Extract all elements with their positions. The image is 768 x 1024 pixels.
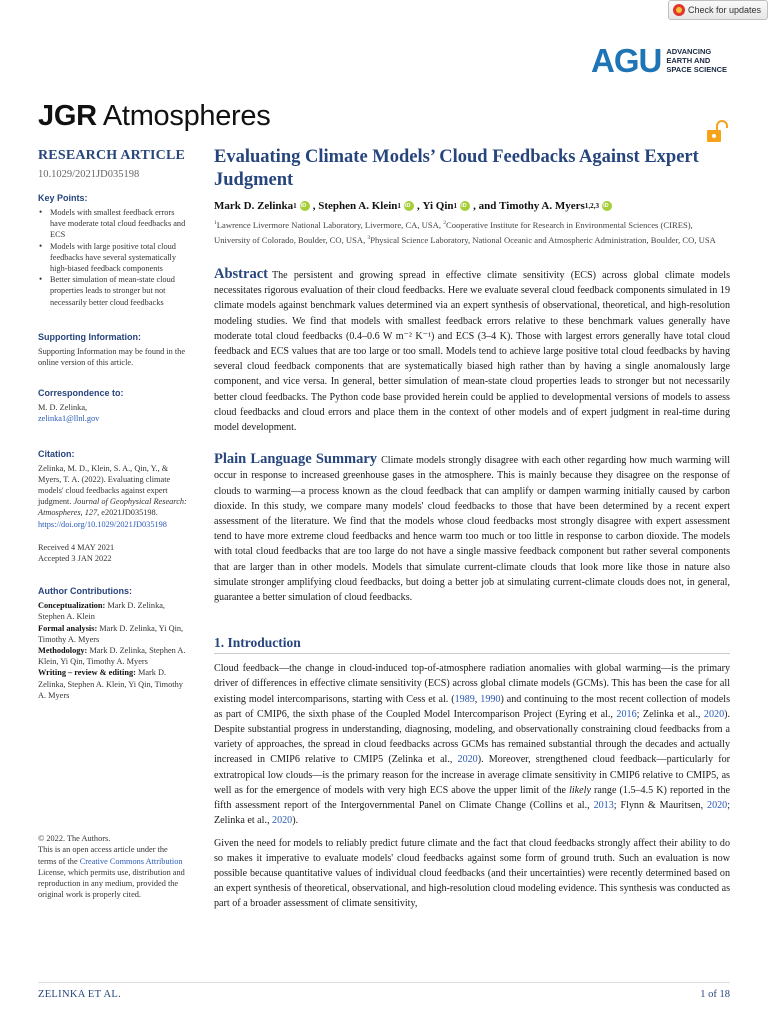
- key-points-heading: Key Points:: [38, 193, 88, 203]
- sidebar: [38, 148, 188, 900]
- reference-year-link[interactable]: 1990: [480, 693, 501, 705]
- author-separator: , and: [473, 200, 500, 212]
- accepted-date: Accepted 3 JAN 2022: [38, 554, 112, 564]
- agu-logo-mark: AGU: [591, 42, 662, 79]
- correspondence-name: M. D. Zelinka,: [38, 403, 88, 413]
- footer-divider: [38, 982, 730, 983]
- introduction-heading: 1. Introduction: [214, 635, 301, 651]
- supporting-info-heading: Supporting Information:: [38, 331, 141, 342]
- contribution-names: Mark D. Zelinka, Stephen A. Klein, Yi Qin, Timothy A. Myers: [38, 646, 186, 667]
- correspondence-email[interactable]: zelinka1@llnl.gov: [38, 414, 100, 424]
- citation-text: Zelinka, M. D., Klein, S. A., Qin, Y., & Myers, T. A. (2022). Evaluating climate models' cloud feedbacks against expert judgment. Journal of Geophysical Research: Atmospheres, 127, e2021JD035198. https://doi.org/10.1029/2021JD035198: [38, 463, 187, 529]
- author-separator: ,: [416, 200, 423, 212]
- author-name[interactable]: Yi Qin: [422, 200, 454, 212]
- creative-commons-link[interactable]: Creative Commons Attribution: [79, 856, 183, 866]
- reference-year-link[interactable]: 2013: [593, 800, 614, 812]
- open-lock-icon: [705, 120, 731, 144]
- affiliation-text: Lawrence Livermore National Laboratory, Livermore, CA, USA,: [216, 220, 444, 230]
- contribution-names: Mark D. Zelinka, Stephen A. Klein, Yi Qin, Timothy A. Myers: [38, 668, 183, 700]
- orcid-icon[interactable]: [460, 201, 470, 211]
- introduction-paragraph-2: Given the need for models to reliably predict future climate and the fact that cloud feedbacks strongly affect their ability to do so makes it imperative to evaluate models' cloud feedbacks against some form of ground truth. Such an evaluation is now possible because quantitative values of individual cloud feedbacks (and their uncertainties) were recently determined based on an expert synthesis of theoretical, observational, and high-resolution cloud modeling evidence. This synthesis was conducted as part of a broader assessment of climate sensitivity,: [214, 837, 730, 910]
- contribution-item: [38, 600, 188, 622]
- copyright-notice: © 2022. The Authors.: [38, 834, 111, 844]
- page-number: 1 of 18: [700, 989, 730, 1000]
- reference-year-link[interactable]: 2020: [703, 708, 725, 720]
- affiliation-text: Cooperative Institute for Research in Environmental Sciences (CIRES), University of Colorado, Boulder, CO, USA,: [214, 220, 693, 245]
- affiliation-sup: 1: [214, 220, 217, 227]
- affiliation-text: Physical Science Laboratory, National Oceanic and Atmospheric Administration, Boulder, CO, USA: [370, 234, 716, 245]
- introduction-paragraph-1: Cloud feedback—the change in cloud-induced top-of-atmosphere radiation anomalies with global warming—is the primary driver of differences in effective climate sensitivity (ECS) across global climate models (GCMs). This has been the case for all existing model intercomparisons, starting with Cess et al. (1989, 1990) and continuing to the most recent collection of models as part of CMIP6, the sixth phase of the Coupled Model Intercomparison Project (Eyring et al., 2016; Zelinka et al., 2020). Despite substantial progress in understanding, diagnosing, modeling, and observationally constraining cloud feedbacks from a variety of approaches, the spread in cloud feedbacks across GCMs has remained substantial through the decades and actually increased in CMIP6 relative to CMIP5 (Zelinka et al., 2020). Moreover, strengthened cloud feedback—particularly for extratropical low clouds—is the primary reason for the increase in average climate sensitivity in CMIP6 relative to CMIP5, as well as for the emergence of models with very high ECS above the upper limit of the likely range (1.5–4.5 K) reported in the fifth assessment report of the Intergovernmental Panel on Climate Change (Collins et al., 2013; Flynn & Mauritsen, 2020; Zelinka et al., 2020).: [214, 663, 731, 827]
- article-title: Evaluating Climate Models’ Cloud Feedbacks Against Expert Judgment: [214, 147, 699, 190]
- orcid-icon[interactable]: [602, 201, 612, 211]
- author-contributions-list: [38, 600, 188, 701]
- article-type: RESEARCH ARTICLE: [38, 148, 186, 163]
- key-point-item: • Better simulation of mean-state cloud properties leads to stronger but not necessarily better cloud feedbacks: [38, 274, 188, 308]
- correspondence-heading: Correspondence to:: [38, 388, 124, 399]
- pls-label: Plain Language Summary: [214, 451, 378, 468]
- abstract-label: Abstract: [214, 266, 268, 282]
- contribution-item: [38, 623, 188, 645]
- reference-year-link[interactable]: 2020: [457, 754, 478, 766]
- affiliation-sup: 2: [443, 220, 446, 227]
- contribution-item: [38, 667, 188, 701]
- abstract-text: The persistent and growing spread in effective climate sensitivity (ECS) across global climate models necessitates rigorous evaluation of their cloud feedbacks. Here we evaluate several cloud feedback components simulated in 19 climate models against benchmark values determined via an expert synthesis of observational, theoretical, and high-resolution modeling studies. We find that models with smallest feedback errors relative to these benchmark values generally have moderate total cloud feedbacks (0.4–0.6 W m⁻² K⁻¹) and ECS (3–4 K). Those with largest errors generally have total cloud feedback and ECS values that are too large or too small. Models tend to achieve large positive total cloud feedbacks by having several cloud feedback components that are systematically biased high rather than by having a single anomalously large component, and vice versa. In general, better simulation of mean-state cloud properties leads to stronger but not necessarily better cloud feedbacks. The Python code base provided herein could be applied to developmental versions of models to assess cloud feedbacks and cloud errors and place them in the context of other models and of expert judgment in real-time during model development.: [214, 270, 730, 434]
- author-name[interactable]: Timothy A. Myers: [499, 200, 585, 212]
- key-point-item: • Models with large positive total cloud feedbacks have several systematically high-biased feedback components: [38, 241, 188, 275]
- affiliations: [214, 218, 730, 247]
- orcid-icon[interactable]: [300, 201, 310, 211]
- abstract: [214, 267, 730, 435]
- author-list: Mark D. Zelinka 1 iD , Stephen A. Klein 1 iD , Yi Qin 1 iD , and Timothy A. Myers 1,2,3 iD: [214, 200, 730, 212]
- reference-year-link[interactable]: 2020: [707, 800, 728, 812]
- update-badge-icon: [673, 4, 685, 16]
- article-main: [214, 146, 730, 912]
- contribution-names: Mark D. Zelinka, Yi Qin, Timothy A. Myers: [38, 623, 184, 644]
- agu-logo: [591, 44, 727, 77]
- author-separator: ,: [312, 200, 319, 212]
- section-divider: [214, 653, 730, 654]
- pls-text: Climate models strongly disagree with each other regarding how much warming will occur in response to increased greenhouse gases in the atmosphere. This is mainly because they disagree on the response of clouds to warming—a process known as the cloud feedback that can amplify or dampen warming initially caused by carbon dioxide. In this study, we compare many models' cloud feedbacks to those that have been determined by a recent expert assessment of the literature. We find that the models whose cloud feedbacks most strongly disagree with expert assessment tend to have more extreme cloud feedbacks and hence warm too much or too little in response to carbon dioxide. The models with total cloud feedbacks that are too large do not have a single massive feedback component but rather several components that are larger than in other models. Models that simulate current-climate clouds that look more like those in nature also simulate stronger amplifying cloud feedbacks, but doing a better job at simulating current-climate clouds does not, in general, guarantee a better simulation of cloud feedbacks.: [214, 455, 731, 604]
- author-name[interactable]: Stephen A. Klein: [318, 200, 398, 212]
- supporting-info-text: Supporting Information may be found in the online version of this article.: [38, 346, 186, 368]
- emphasis-text: likely: [569, 784, 591, 796]
- contribution-role: Conceptualization:: [38, 601, 106, 611]
- check-updates-label: Check for updates: [688, 5, 762, 15]
- author-contributions-heading: Author Contributions:: [38, 586, 132, 597]
- received-date: Received 4 MAY 2021: [38, 542, 115, 552]
- contribution-role: Methodology:: [38, 646, 88, 656]
- contribution-names: Mark D. Zelinka, Stephen A. Klein: [38, 601, 165, 622]
- affiliation-sup: 3: [367, 234, 371, 241]
- plain-language-summary: [214, 452, 730, 605]
- contribution-role: Formal analysis:: [38, 623, 98, 633]
- license-text: This is an open access article under the terms of the Creative Commons Attribution License, which permits use, distribution and reproduction in any medium, provided the original work is properly cited.: [38, 845, 185, 900]
- running-author: ZELINKA ET AL.: [38, 989, 122, 1000]
- reference-year-link[interactable]: 1989: [454, 693, 475, 705]
- citation-heading: Citation:: [38, 448, 75, 459]
- key-points-list: [38, 207, 188, 308]
- author-name[interactable]: Mark D. Zelinka: [214, 200, 294, 212]
- check-for-updates-button[interactable]: [668, 0, 768, 20]
- reference-year-link[interactable]: 2016: [616, 708, 637, 720]
- agu-logo-tagline: ADVANCING EARTH AND SPACE SCIENCE: [666, 47, 728, 74]
- reference-year-link[interactable]: 2020: [272, 815, 293, 827]
- orcid-icon[interactable]: [404, 201, 414, 211]
- doi[interactable]: 10.1029/2021JD035198: [38, 169, 140, 180]
- key-point-item: • Models with smallest feedback errors have moderate total cloud feedbacks and ECS: [38, 207, 188, 241]
- contribution-item: [38, 645, 188, 667]
- journal-title: JGR Atmospheres: [38, 100, 271, 132]
- contribution-role: Writing – review & editing:: [38, 668, 136, 678]
- citation-doi-link[interactable]: https://doi.org/10.1029/2021JD035198: [38, 519, 167, 529]
